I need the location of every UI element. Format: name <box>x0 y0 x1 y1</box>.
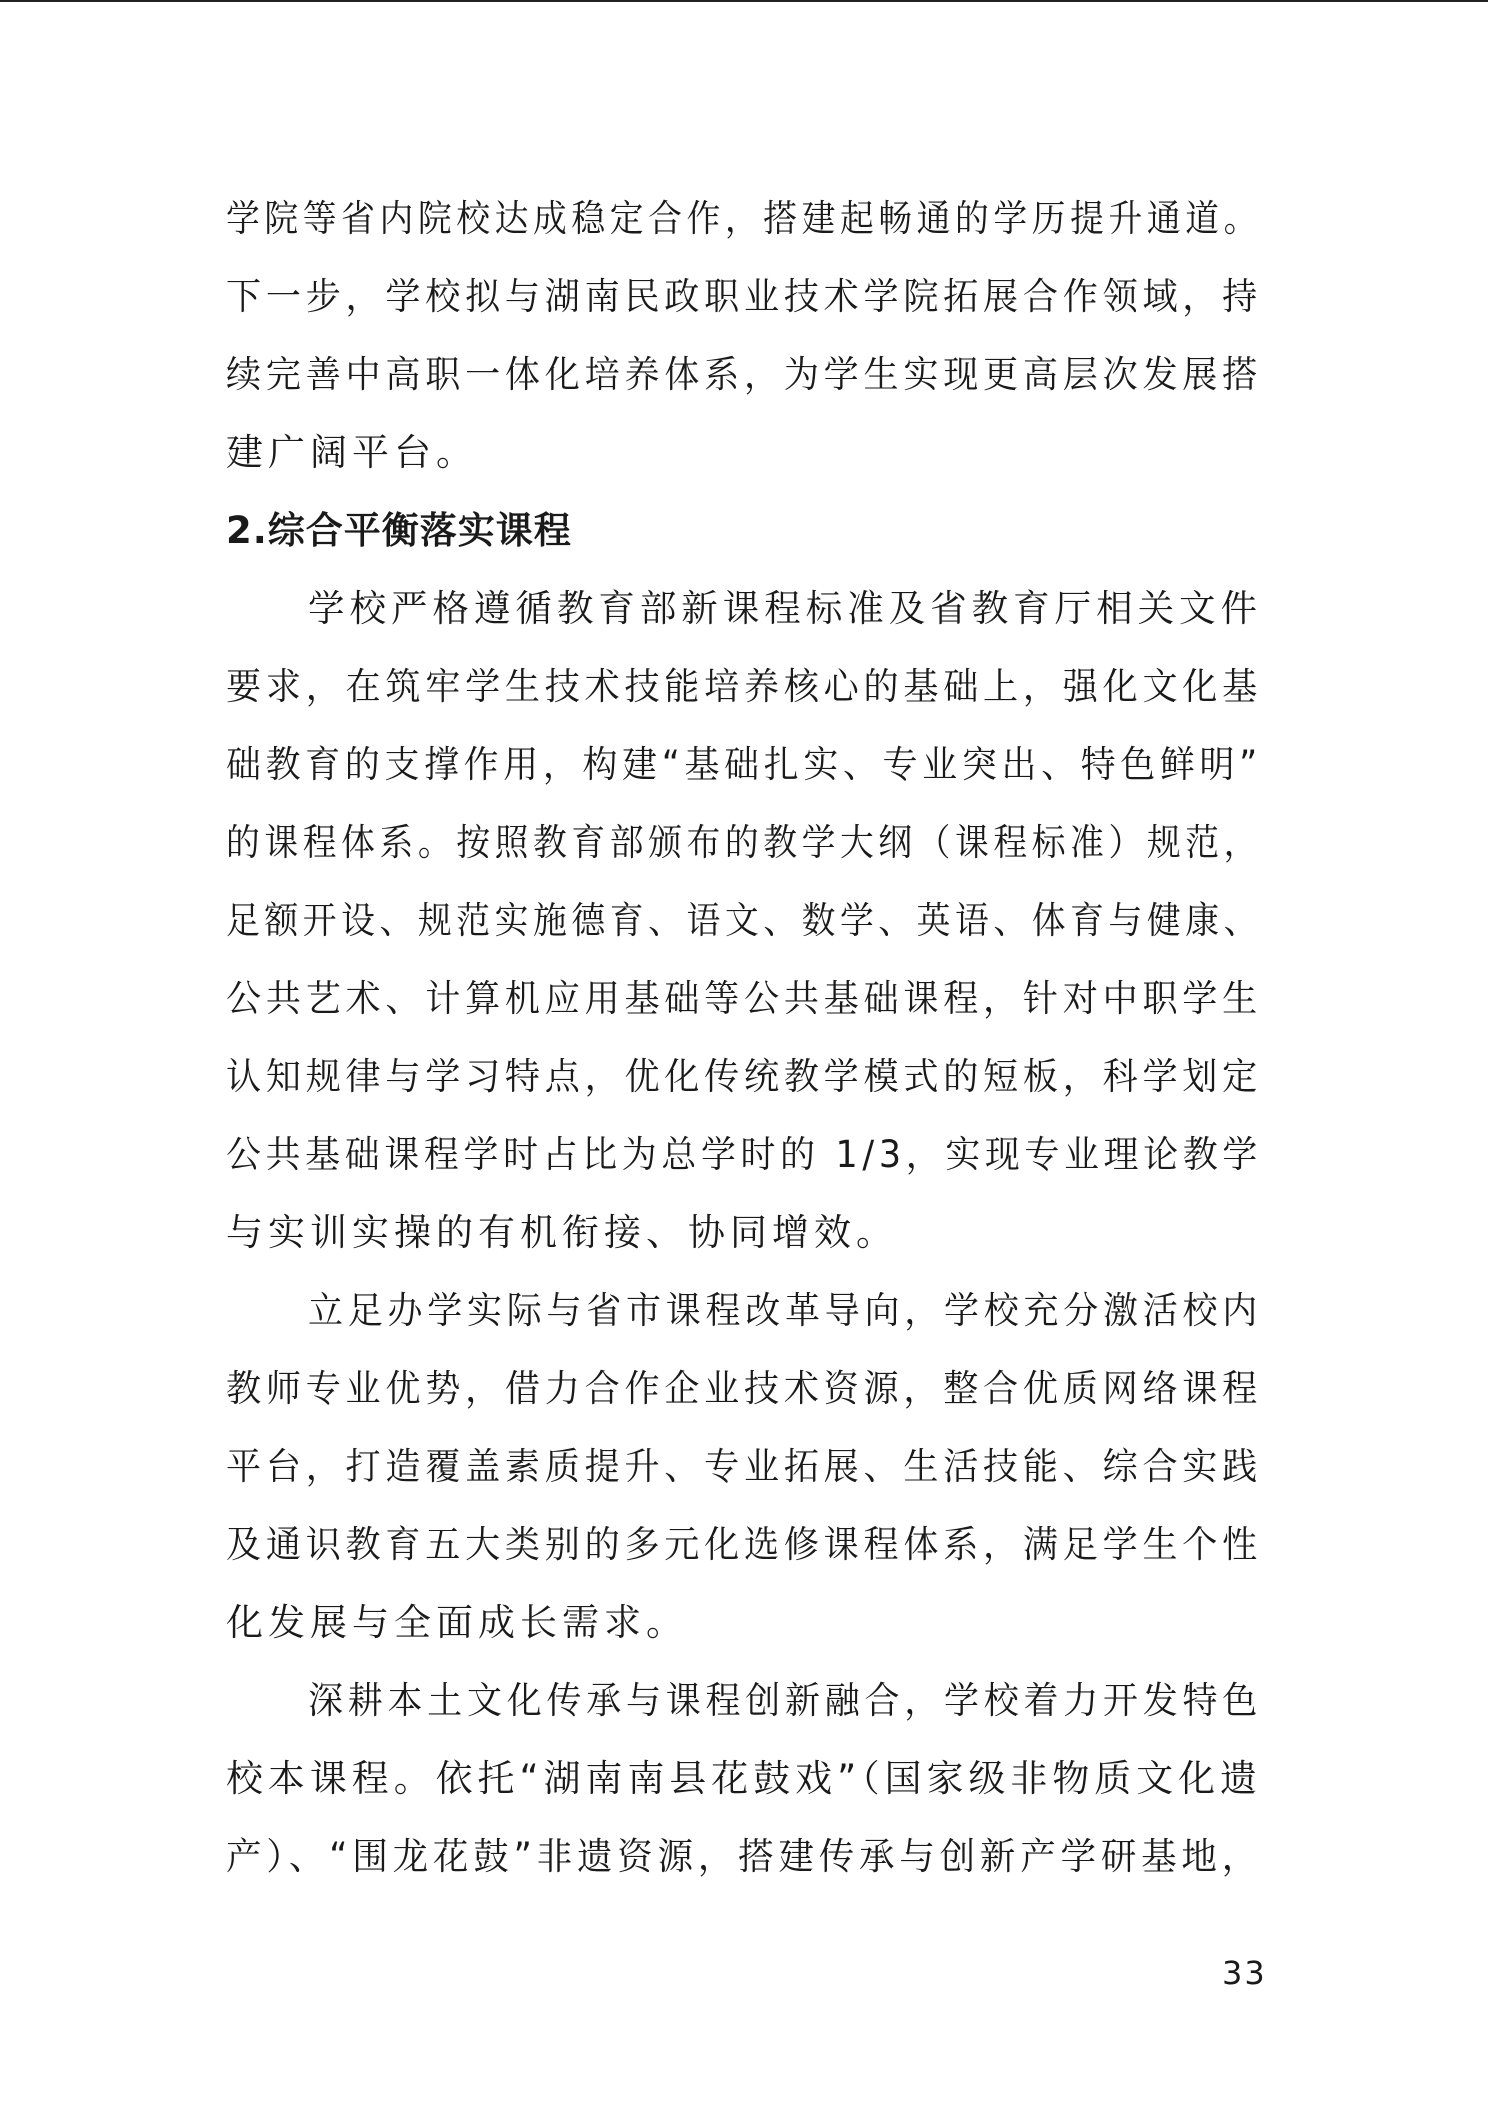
paragraph-line: 认知规律与学习特点，优化传统教学模式的短板，科学划定 <box>226 1055 1262 1098</box>
paragraph-line: 深耕本土文化传承与课程创新融合，学校着力开发特色 <box>308 1679 1262 1722</box>
paragraph-line: 产）、“围龙花鼓”非遗资源，搭建传承与创新产学研基地， <box>226 1835 1263 1878</box>
paragraph-line: 公共基础课程学时占比为总学时的 1/3，实现专业理论教学 <box>226 1133 1262 1176</box>
paragraph-line: 足额开设、规范实施德育、语文、数学、英语、体育与健康、 <box>226 899 1263 942</box>
page-number: 33 <box>1222 1954 1267 1992</box>
paragraph-line: 的课程体系。按照教育部颁布的教学大纲（课程标准）规范， <box>226 821 1263 864</box>
paragraph-line: 教师专业优势，借力合作企业技术资源，整合优质网络课程 <box>226 1367 1262 1410</box>
paragraph-line: 化发展与全面成长需求。 <box>226 1601 688 1644</box>
paragraph-line: 公共艺术、计算机应用基础等公共基础课程，针对中职学生 <box>226 977 1262 1020</box>
paragraph-line: 下一步，学校拟与湖南民政职业技术学院拓展合作领域，持 <box>226 275 1262 318</box>
paragraph-line: 学院等省内院校达成稳定合作，搭建起畅通的学历提升通道。 <box>226 197 1263 240</box>
paragraph-line: 与实训实操的有机衔接、协同增效。 <box>226 1211 898 1254</box>
paragraph-line: 学校严格遵循教育部新课程标准及省教育厅相关文件 <box>308 587 1263 630</box>
paragraph-line: 础教育的支撑作用，构建“基础扎实、专业突出、特色鲜明” <box>226 743 1262 786</box>
paragraph-line: 要求，在筑牢学生技术技能培养核心的基础上，强化文化基 <box>226 665 1262 708</box>
section-heading: 2.综合平衡落实课程 <box>226 509 572 552</box>
paragraph-line: 校本课程。依托“湖南南县花鼓戏”（国家级非物质文化遗 <box>226 1757 1262 1800</box>
paragraph-line: 建广阔平台。 <box>226 431 478 474</box>
paragraph-line: 立足办学实际与省市课程改革导向，学校充分激活校内 <box>308 1289 1262 1332</box>
paragraph-line: 平台，打造覆盖素质提升、专业拓展、生活技能、综合实践 <box>226 1445 1262 1488</box>
paragraph-line: 续完善中高职一体化培养体系，为学生实现更高层次发展搭 <box>226 353 1262 396</box>
top-border-rule <box>0 0 1488 2</box>
paragraph-line: 及通识教育五大类别的多元化选修课程体系，满足学生个性 <box>226 1523 1262 1566</box>
